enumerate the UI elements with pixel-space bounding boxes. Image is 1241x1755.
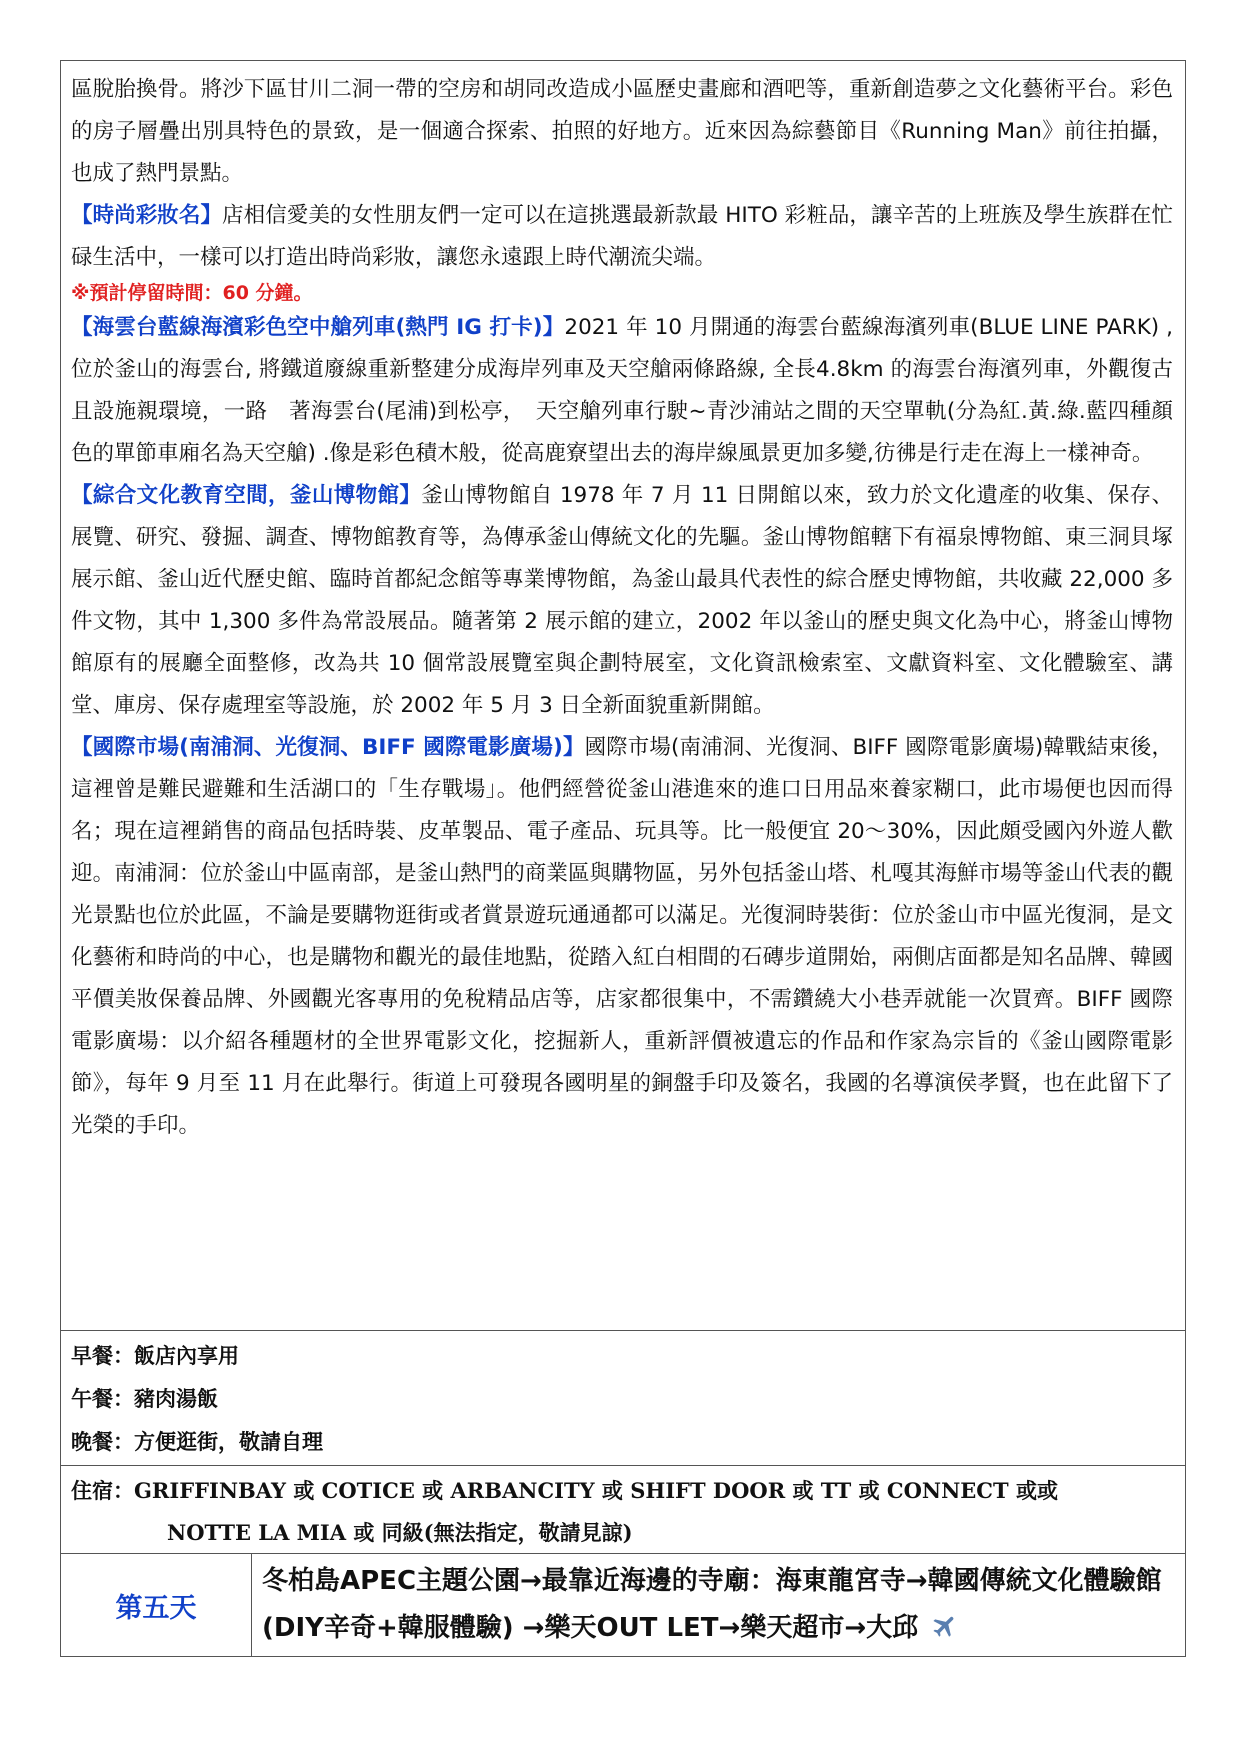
day-label: 第五天	[61, 1554, 252, 1656]
day-route	[252, 1554, 1185, 1656]
meals-cell	[61, 1331, 1185, 1466]
lodging-cell	[61, 1466, 1185, 1554]
heading-blue-line-park: 【海雲台藍線海濱彩色空中艙列車(熱門 IG 打卡)】	[71, 315, 565, 340]
breakfast-line: 早餐：飯店內享用	[71, 1344, 239, 1368]
day-header-row	[61, 1554, 1185, 1656]
stop-duration-note: ※預計停留時間：60 分鐘。	[71, 282, 313, 304]
dinner-line: 晚餐：方便逛街，敬請自理	[71, 1430, 323, 1454]
paragraph-cosmetics	[71, 195, 1173, 279]
itinerary-table	[60, 60, 1186, 1657]
paragraph-text: 釜山博物館自 1978 年 7 月 11 日開館以來，致力於文化遺產的收集、保存、展覽、研究、發掘、調查、博物館教育等，為傳承釜山傳統文化的先驅。釜山博物館轄下有福泉博物館、東三洞貝塚展示館、釜山近代歷史館、臨時首都紀念館等專業博物館，為釜山最具代表性的綜合歷史博物館，共收藏 22,000 多件文物，其中 1,300 多件為常設展品。隨著第 2 展示館的建立，2002 年以釜山的歷史與文化為中心，將釜山博物館原有的展廳全面整修，改為共 10 個常設展覽室與企劃特展室，文化資訊檢索室、文獻資料室、文化體驗室、講堂、庫房、保存處理室等設施，於 2002 年 5 月 3 日全新面貌重新開館。	[71, 483, 1173, 718]
paragraph-text: 區脫胎換骨。將沙下區甘川二洞一帶的空房和胡同改造成小區歷史畫廊和酒吧等，重新創造夢之文化藝術平台。彩色的房子層疊出別具特色的景致，是一個適合探索、拍照的好地方。近來因為綜藝節目《Running Man》前往拍攝，也成了熱門景點。	[71, 77, 1173, 186]
route-text: 冬柏島APEC主題公園→最靠近海邊的寺廟：海東龍宮寺→韓國傳統文化體驗館(DIY辛奇+韓服體驗) →樂天OUT LET→樂天超市→大邱	[262, 1566, 1162, 1643]
lodging-line-2: NOTTE LA MIA 或 同級(無法指定，敬請見諒)	[167, 1520, 633, 1545]
heading-cosmetics: 【時尚彩妝名】	[71, 203, 223, 228]
airplane-icon	[931, 1609, 959, 1656]
paragraph-gukje-market	[71, 727, 1173, 1147]
heading-busan-museum: 【綜合文化教育空間，釜山博物館】	[71, 483, 422, 508]
paragraph-blue-line-park	[71, 307, 1173, 475]
paragraph-text: 2021 年 10 月開通的海雲台藍線海濱列車(BLUE LINE PARK) ,位於釜山的海雲台, 將鐵道廢線重新整建分成海岸列車及天空艙兩條路線, 全長4.8km 的海雲台海濱列車，外觀復古且設施親環境，一路 著海雲台(尾浦)到松亭， 天空艙列車行駛~青沙浦站之間的天空單軌(分為紅.黃.綠.藍四種顏色的單節車廂名為天空艙) .像是彩色積木般，從高鹿寮望出去的海岸線風景更加多變,彷彿是行走在海上一樣神奇。	[71, 315, 1173, 466]
lunch-line: 午餐：豬肉湯飯	[71, 1387, 218, 1411]
paragraph-text: 店相信愛美的女性朋友們一定可以在這挑選最新款最 HITO 彩粧品，讓辛苦的上班族及學生族群在忙碌生活中，一樣可以打造出時尚彩妝，讓您永遠跟上時代潮流尖端。	[71, 203, 1173, 270]
heading-gukje-market: 【國際市場(南浦洞、光復洞、BIFF 國際電影廣場)】	[71, 735, 585, 760]
paragraph-busan-museum	[71, 475, 1173, 727]
paragraph-gamcheon	[71, 69, 1173, 195]
lodging-line-1: 住宿：GRIFFINBAY 或 COTICE 或 ARBANCITY 或 SHIFT DOOR 或 TT 或 CONNECT 或或	[71, 1478, 1058, 1503]
paragraph-text: 國際市場(南浦洞、光復洞、BIFF 國際電影廣場)韓戰結束後，這裡曾是難民避難和生活湖口的「生存戰場」。他們經營從釜山港進來的進口日用品來養家糊口，此市場便也因而得名；現在這裡銷售的商品包括時裝、皮革製品、電子產品、玩具等。比一般便宜 20～30%，因此頗受國內外遊人歡迎。南浦洞：位於釜山中區南部，是釜山熱門的商業區與購物區，另外包括釜山塔、札嘎其海鮮市場等釜山代表的觀光景點也位於此區，不論是要購物逛街或者賞景遊玩通通都可以滿足。光復洞時裝街：位於釜山市中區光復洞，是文化藝術和時尚的中心，也是購物和觀光的最佳地點，從踏入紅白相間的石磚步道開始，兩側店面都是知名品牌、韓國平價美妝保養品牌、外國觀光客專用的免稅精品店等，店家都很集中，不需鑽繞大小巷弄就能一次買齊。BIFF 國際電影廣場：以介紹各種題材的全世界電影文化，挖掘新人，重新評價被遺忘的作品和作家為宗旨的《釜山國際電影節》，每年 9 月至 11 月在此舉行。街道上可發現各國明星的銅盤手印及簽名，我國的名導演侯孝賢，也在此留下了光榮的手印。	[71, 735, 1174, 1138]
day-description-cell	[61, 61, 1185, 1331]
